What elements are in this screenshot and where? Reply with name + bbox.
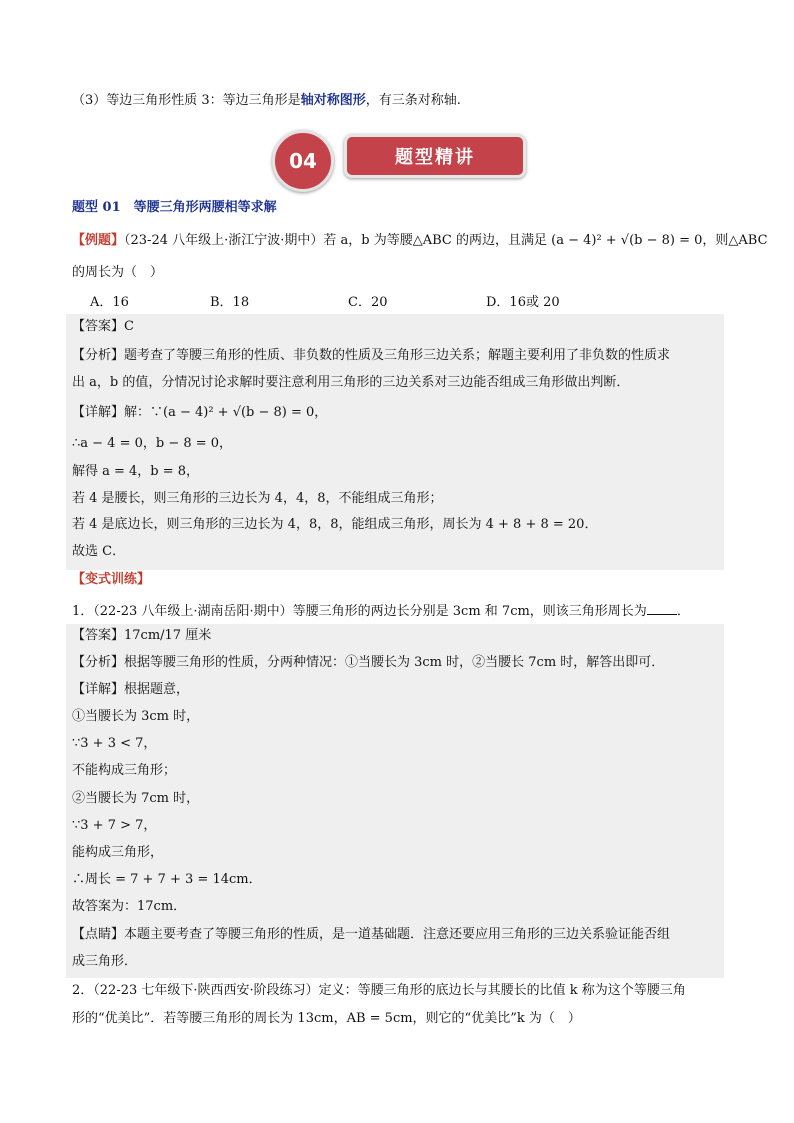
banner-number: 04 [272,130,334,192]
example-text: （23-24 八年级上·浙江宁波·期中）若 a，b 为等腰△ABC 的两边，且满足 (a − 4)² + √(b − 8) = 0，则△ABC [124,233,768,248]
variant-detail-7: 能构成三角形， [72,845,164,860]
example-detail-3: 解得 a = 4，b = 8， [72,464,200,479]
example-detail-2: ∴a − 4 = 0，b − 8 = 0， [72,436,233,451]
section-title: 题型 01 等腰三角形两腰相等求解 [72,200,277,215]
variant-detail-8: ∴周长 = 7 + 7 + 3 = 14cm． [72,872,262,887]
property-suffix: ，有三条对称轴. [365,93,461,108]
variant-question-2-line2: 形的“优美比”．若等腰三角形的周长为 13cm，AB = 5cm，则它的“优美比”k 为（ ） [72,1011,581,1026]
variant-comment-1: 【点睛】本题主要考查了等腰三角形的性质，是一道基础题．注意还要应用三角形的三边关系验证能否组 [72,927,671,942]
property-prefix: （3）等边三角形性质 3：等边三角形是 [72,93,301,108]
option-d: D．16或 20 [486,295,560,310]
answer-blank [647,602,677,615]
example-analysis-2: 出 a，b 的值，分情况讨论求解时要注意利用三角形的三边关系对三边能否组成三角形做出判断． [72,375,630,390]
option-c: C．20 [348,295,388,310]
property-highlight: 轴对称图形 [300,93,366,108]
variant-answer: 【答案】17cm/17 厘米 [72,628,212,643]
option-b: B．18 [210,295,250,310]
section-banner [272,130,524,182]
example-answer: 【答案】C [72,319,134,334]
example-analysis-1: 【分析】题考查了等腰三角形的性质、非负数的性质及三角形三边关系；解题主要利用了非负数的性质求 [72,348,671,363]
variant-question-1-text: 1．（22-23 八年级上·湖南岳阳·期中）等腰三角形的两边长分别是 3cm 和 7cm，则该三角形周长为 [72,604,647,619]
variant-question-1-end: ． [676,604,690,619]
variant-question-2-line1: 2．（22-23 七年级下·陕西西安·阶段练习）定义：等腰三角形的底边长与其腰长的比值 k 称为这个等腰三角 [72,983,686,998]
example-detail-1: 【详解】解：∵(a − 4)² + √(b − 8) = 0， [72,405,328,420]
example-detail-4: 若 4 是腰长，则三角形的三边长为 4，4，8，不能组成三角形； [72,491,443,506]
variant-detail-6: ∵3 + 7 > 7， [72,818,157,833]
variant-detail-3: ∵3 + 3 < 7， [72,736,157,751]
example-question-line2: 的周长为（ ） [72,265,164,280]
variant-question-1 [72,602,690,621]
example-detail-5: 若 4 是底边长，则三角形的三边长为 4，8，8，能组成三角形，周长为 4 + 8 + 8 = 20． [72,517,598,532]
example-detail-6: 故选 C． [72,544,126,559]
property-line [72,92,461,110]
option-a: A．16 [90,295,129,310]
variant-detail-4: 不能构成三角形； [72,763,177,778]
banner-title: 题型精讲 [344,134,526,178]
variant-detail-5: ②当腰长为 7cm 时， [72,791,200,806]
example-question-line1 [72,232,768,250]
variant-analysis: 【分析】根据等腰三角形的性质，分两种情况：①当腰长为 3cm 时，②当腰长 7cm 时，解答出即可． [72,655,665,670]
variant-detail-9: 故答案为：17cm． [72,899,187,914]
example-tag: 【例题】 [72,233,125,248]
variant-comment-2: 成三角形． [72,954,138,969]
variant-detail-2: ①当腰长为 3cm 时， [72,709,200,724]
variant-tag: 【变式训练】 [72,572,151,587]
variant-detail-1: 【详解】根据题意， [72,682,190,697]
